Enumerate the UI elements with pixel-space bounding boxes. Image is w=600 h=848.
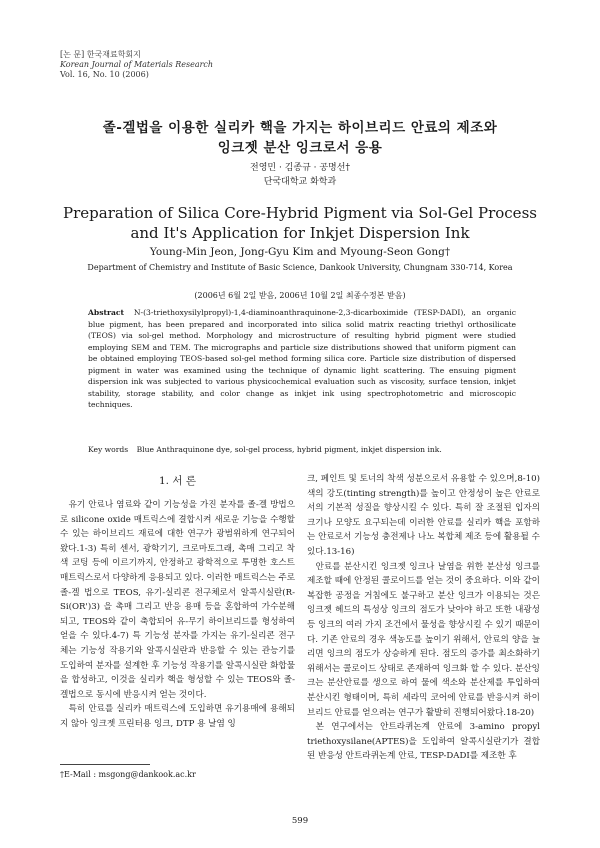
english-affiliation: Department of Chemistry and Institute of Basic Science, Dankook University, Chungnam 330-714, Korea <box>87 263 513 272</box>
section-heading-introduction: 1. 서 론 <box>159 475 196 487</box>
right-column <box>307 472 540 764</box>
english-title-line2: and It's Application for Inkjet Dispersion Ink <box>130 224 470 242</box>
keywords-text: Blue Anthraquinone dye, sol-gel process, hybrid pigment, inkjet dispersion ink. <box>136 445 442 454</box>
abstract <box>88 307 516 411</box>
english-title <box>40 203 560 243</box>
journal-section-label: [논 문] 한국재료학회지 <box>60 50 141 59</box>
korean-title-line1: 졸-겔법을 이용한 실리카 핵을 가지는 하이브리드 안료의 제조와 <box>102 120 498 136</box>
korean-authors: 전영민 · 김종규 · 공명선† <box>250 163 350 173</box>
english-authors: Young-Min Jeon, Jong-Gyu Kim and Myoung-Seon Gong† <box>149 246 451 258</box>
left-column <box>60 472 295 732</box>
body-paragraph: 안료를 분산시킨 잉크젯 잉크나 날염을 위한 분산성 잉크를 제조할 때에 안정된 콜로이드를 얻는 것이 중요하다. 이와 같이 복잡한 공정을 거침에도 불구하고 분산 잉크가 이용되는 것은 잉크젯 헤드의 특성상 잉크의 점도가 낮아야 하고 또한 내광성 등 잉크의 여러 가지 조건에서 물성을 향상시킬 수 있기 때문이다. 기존 안료의 경우 색농도를 높이기 위해서, 안료의 양을 늘리면 잉크의 점도가 상승하게 된다. 점도의 증가를 최소화하기 위해서는 콜로이드 상태로 존재하여 잉크화 할 수 있다. 분산잉크는 분산안료를 생으로 하여 물에 색소와 분산제를 투입하여 분산시킨 형태이며, 특히 세라믹 코어에 안료를 반응시켜 하이브리드 안료를 얻으려는 연구가 활발히 진행되어왔다.18-20) <box>307 561 540 718</box>
body-paragraph: 특히 안료를 실리카 매트릭스에 도입하면 유기용매에 용해되지 않아 잉크젯 프린터용 잉크, DTP 용 날염 잉 <box>60 704 295 729</box>
abstract-label: Abstract <box>88 308 125 317</box>
footnote-email: †E-Mail : msgong@dankook.ac.kr <box>60 770 196 779</box>
abstract-text: N-(3-triethoxysilylpropyl)-1,4-diaminoanthraquinone-2,3-dicarboximide (TESP-DADI), an organic blue pigment, has been prepared and incorporated into silica solid matrix reacting triethyl orthosilicate (TEOS) via sol-gel method. Morphology and microstructure of resulting hybrid pigment were studied employing SEM and TEM. The micrographs and particle size distributions showed that uniform pigment can be obtained employing TEOS-based sol-gel method forming silica core. Particle size distribution of dispersed pigment in water was examined using the technique of dynamic light scattering. The ensuing pigment dispersion ink was subjected to various physicochemical evaluation such as viscosity, surface tension, inkjet stability, storage stability, and color change as inkjet ink using spectrophotometric and microscopic techniques. <box>88 308 516 409</box>
journal-volume: Vol. 16, No. 10 (2006) <box>60 70 149 79</box>
body-paragraph: 크, 페인트 및 토너의 착색 성분으로서 유용할 수 있으며,8-10) 색의 강도(tinting strength)를 높이고 안정성이 높은 안료로서의 기본적 성질을 향상시킬 수 있다. 특히 잘 조절된 입자의 크기나 모양도 요구되는데 이러한 안료를 실리카 핵을 포함하는 안료로서 기능성 충전제나 나노 복합체 제조 등에 활용될 수 있다.13-16) <box>307 474 540 557</box>
korean-title-line2: 잉크젯 분산 잉크로서 응용 <box>217 140 383 156</box>
keywords-label: Key words <box>88 445 129 454</box>
journal-header <box>60 50 213 80</box>
body-paragraph: 본 연구에서는 안트라퀴논계 안료에 3-amino propyl triethoxysilane(APTES)을 도입하여 알콕시실란기가 결합된 반응성 안트라퀴논계 안료, TESP-DADI를 제조한 후 <box>307 722 540 762</box>
korean-affiliation: 단국대학교 화학과 <box>263 177 337 187</box>
footnote-divider <box>60 764 150 765</box>
english-title-line1: Preparation of Silica Core-Hybrid Pigment via Sol-Gel Process <box>63 204 537 222</box>
body-paragraph: 유기 안료나 염료와 같이 기능성을 가진 분자를 졸-겔 방법으로 silicone oxide 매트릭스에 결합시켜 새로운 기능을 수행할 수 있는 하이브리드 재료에 대한 연구가 광범위하게 연구되어 왔다.1-3) 특히 센서, 광학기기, 크로마토그래, 촉매 그리고 착색 코팅 등에 이르기까지, 안정하고 광학적으로 투명한 호스트 매트릭스로서 다양하게 응용되고 있다. 이러한 매트릭스는 주로 졸-겔 법으로 TEOS, 유기-실리콘 전구체로서 알콕시실란(R-Si(OR')3) 을 촉매 그리고 반응 용매 등을 혼합하여 가수분해 되고, TEOS와 같이 축합되어 유-무기 하이브리드를 형성하여 얻을 수 있다.4-7) 특 기능성 분자를 가지는 유기-실리콘 전구체는 기능성 작용기와 알콕시실란과 반응할 수 있는 관능기를 도입하여 분자를 설계한 후 기능성 작용기를 알콕시실란 화합물을 합성하고, 이것을 실리카 핵을 형성할 수 있는 TEOS와 졸-겔법으로 동시에 반응시켜 얻는 것이다. <box>60 500 295 700</box>
journal-name: Korean Journal of Materials Research <box>60 60 214 69</box>
korean-title <box>40 118 560 158</box>
page-number: 599 <box>291 816 309 826</box>
received-date: (2006년 6월 2일 받음, 2006년 10월 2일 최종수정본 받음) <box>194 291 406 300</box>
keywords <box>88 444 516 455</box>
